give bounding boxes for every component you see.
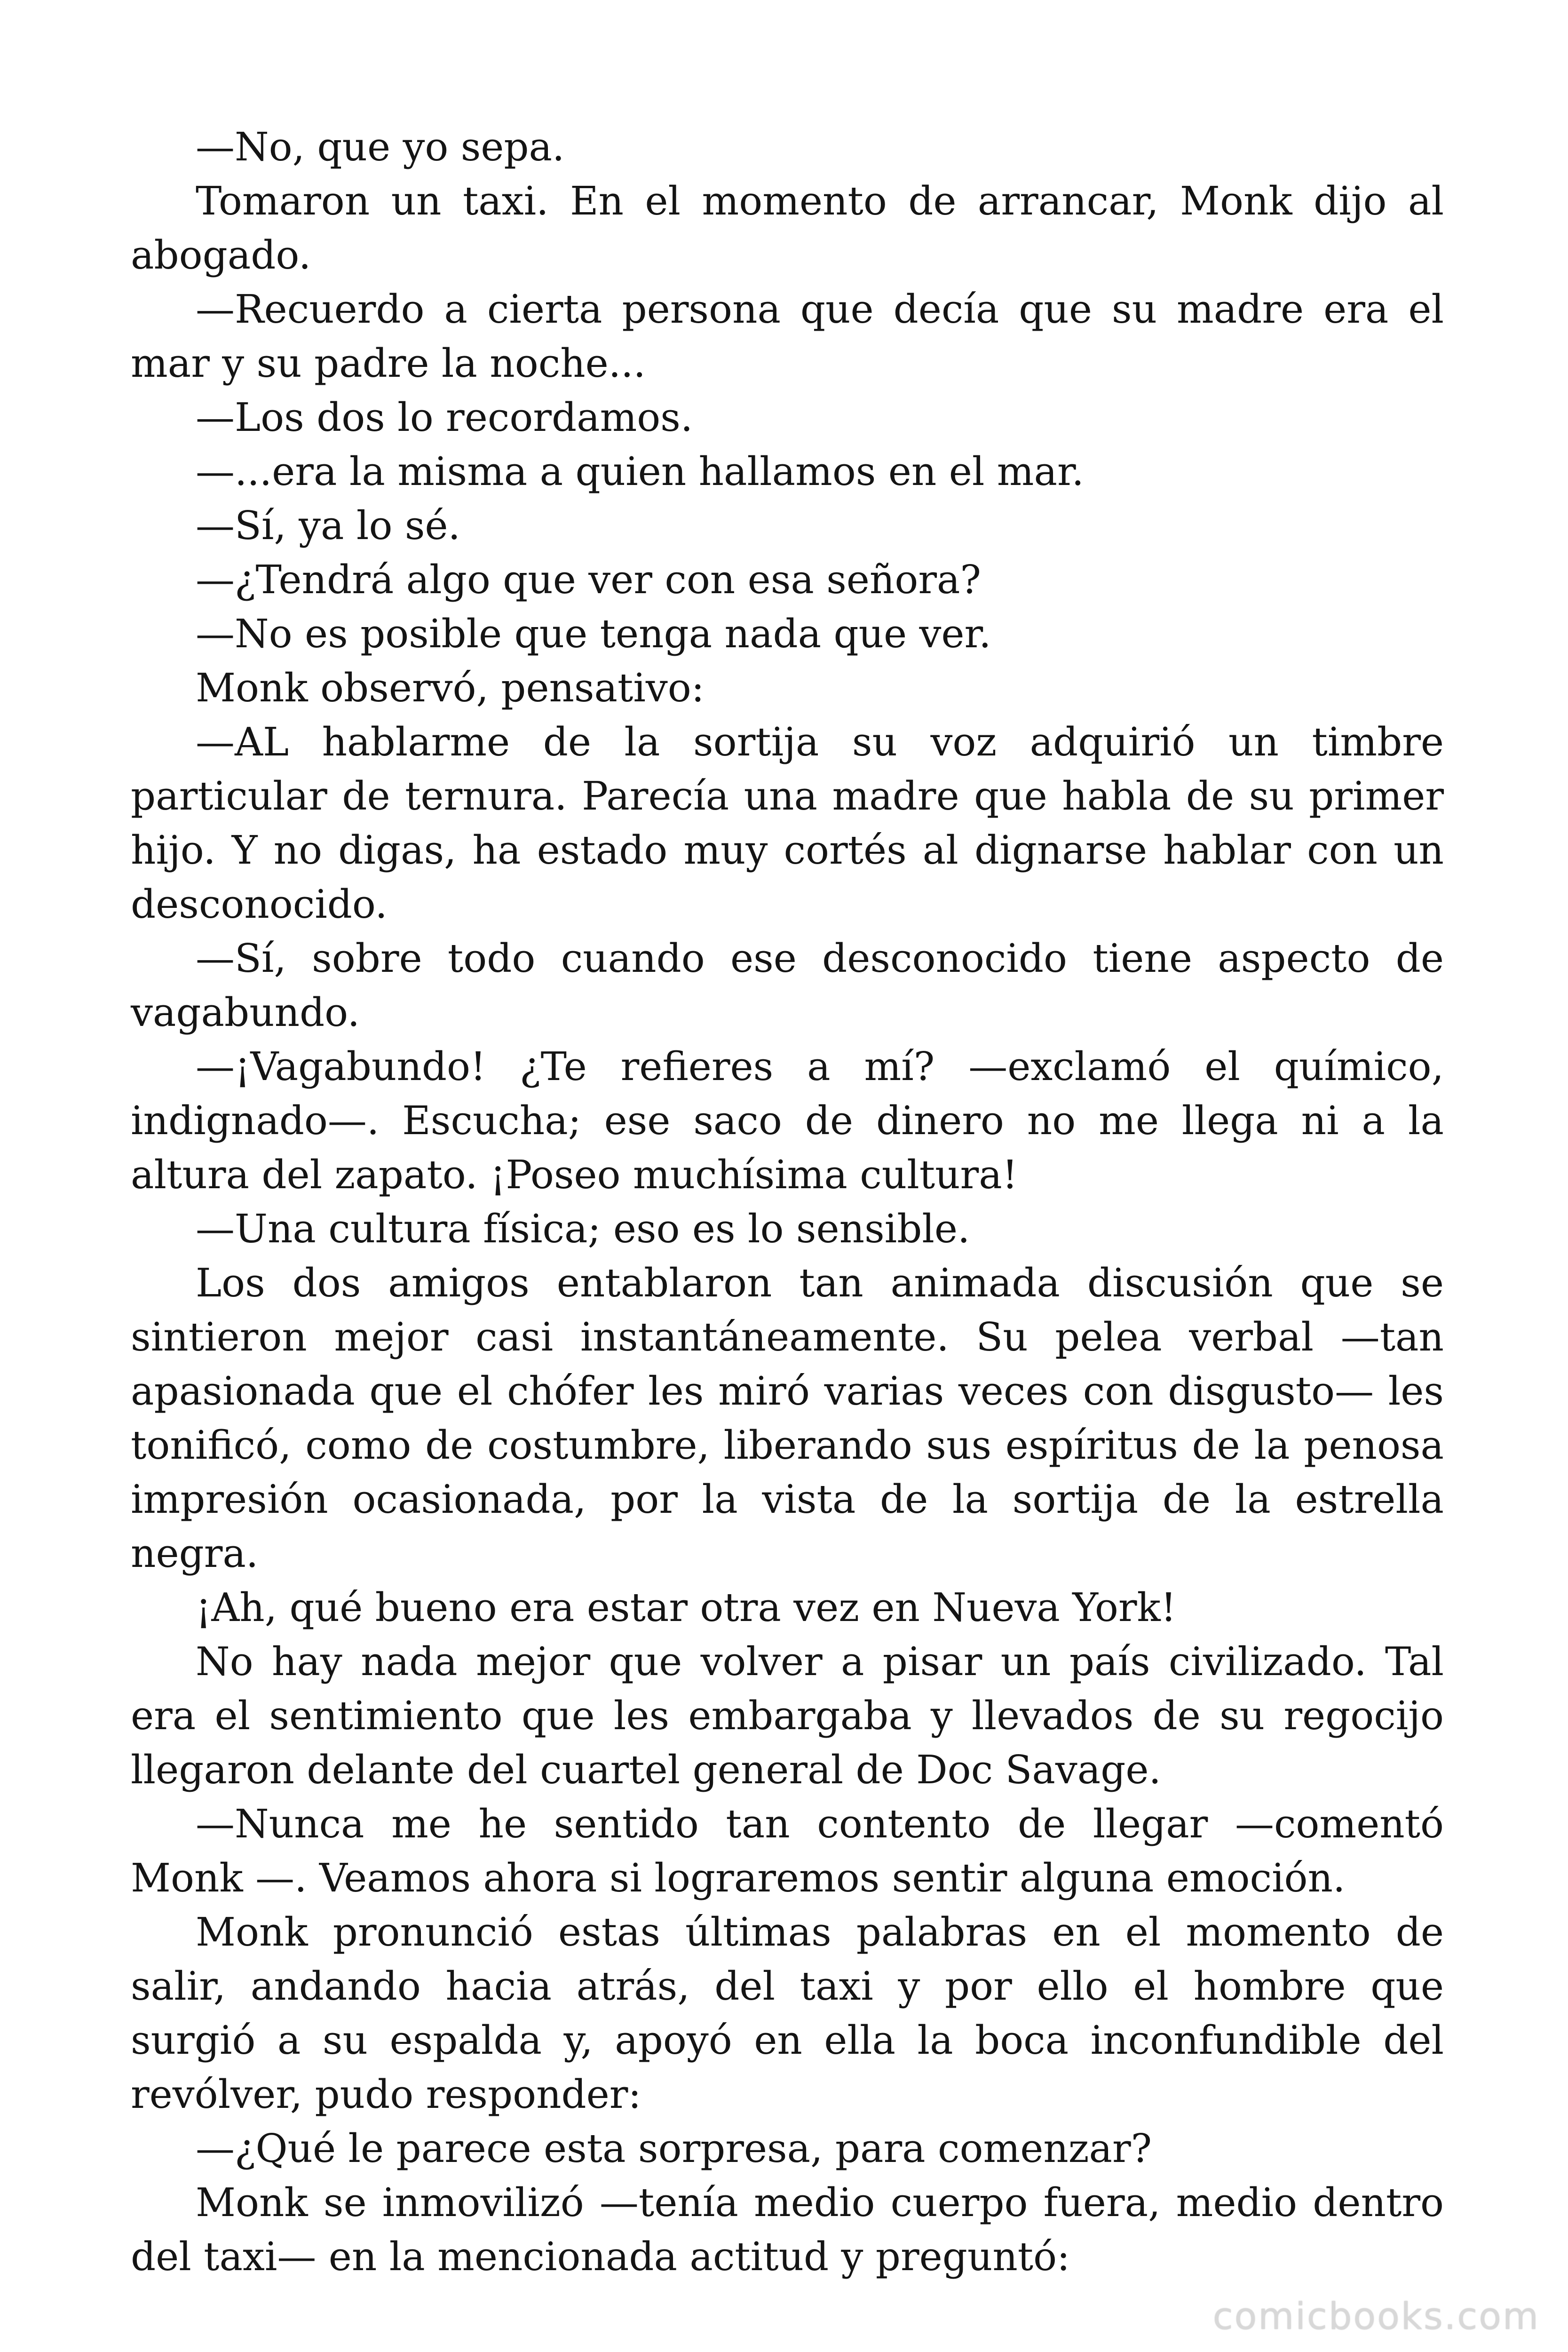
paragraph: —No, que yo sepa. <box>196 124 565 170</box>
paragraph: —¡Vagabundo! ¿Te refieres a mí? —exclamó el químico, indignado—. Escucha; ese saco de dinero no me llega ni a la altura del zapato. ¡Poseo muchísima cultura! <box>131 1044 1444 1198</box>
paragraph: Monk observó, pensativo: <box>196 665 705 711</box>
paragraph: —AL hablarme de la sortija su voz adquirió un timbre particular de ternura. Parecía una madre que habla de su primer hijo. Y no digas, ha estado muy cortés al dignarse hablar con un desconocido. <box>131 719 1444 927</box>
page-body <box>131 120 1444 2284</box>
paragraph: Monk pronunció estas últimas palabras en el momento de salir, andando hacia atrás, del taxi y por ello el hombre que surgió a su espalda y, apoyó en ella la boca inconfundible del revólver, pudo responder: <box>131 1909 1444 2117</box>
paragraph: —Sí, ya lo sé. <box>196 503 460 548</box>
paragraph: —¿Tendrá algo que ver con esa señora? <box>196 557 982 603</box>
paragraph: ¡Ah, qué bueno era estar otra vez en Nueva York! <box>196 1585 1177 1630</box>
watermark: comicbooks.com <box>1212 2296 1540 2338</box>
paragraph: —Los dos lo recordamos. <box>196 395 693 440</box>
paragraph: —¿Qué le parece esta sorpresa, para comenzar? <box>196 2126 1152 2171</box>
paragraph: Tomaron un taxi. En el momento de arrancar, Monk dijo al abogado. <box>131 178 1444 278</box>
paragraph: No hay nada mejor que volver a pisar un país civilizado. Tal era el sentimiento que les embargaba y llevados de su regocijo llegaron delante del cuartel general de Doc Savage. <box>131 1639 1444 1793</box>
paragraph: —Sí, sobre todo cuando ese desconocido tiene aspecto de vagabundo. <box>131 936 1444 1035</box>
paragraph: Monk se inmovilizó —tenía medio cuerpo fuera, medio dentro del taxi— en la mencionada actitud y preguntó: <box>131 2180 1444 2280</box>
paragraph: —...era la misma a quien hallamos en el mar. <box>196 449 1084 494</box>
paragraph: —Nunca me he sentido tan contento de llegar —comentó Monk —. Veamos ahora si lograremos sentir alguna emoción. <box>131 1801 1444 1901</box>
paragraph: Los dos amigos entablaron tan animada discusión que se sintieron mejor casi instantáneamente. Su pelea verbal —tan apasionada que el chófer les miró varias veces con disgusto— les tonificó, como de costumbre, liberando sus espíritus de la penosa impresión ocasionada, por la vista de la sortija de la estrella negra. <box>131 1260 1444 1576</box>
paragraph: —Recuerdo a cierta persona que decía que su madre era el mar y su padre la noche... <box>131 286 1444 386</box>
paragraph: —No es posible que tenga nada que ver. <box>196 611 991 657</box>
paragraph: —Una cultura física; eso es lo sensible. <box>196 1206 970 1252</box>
